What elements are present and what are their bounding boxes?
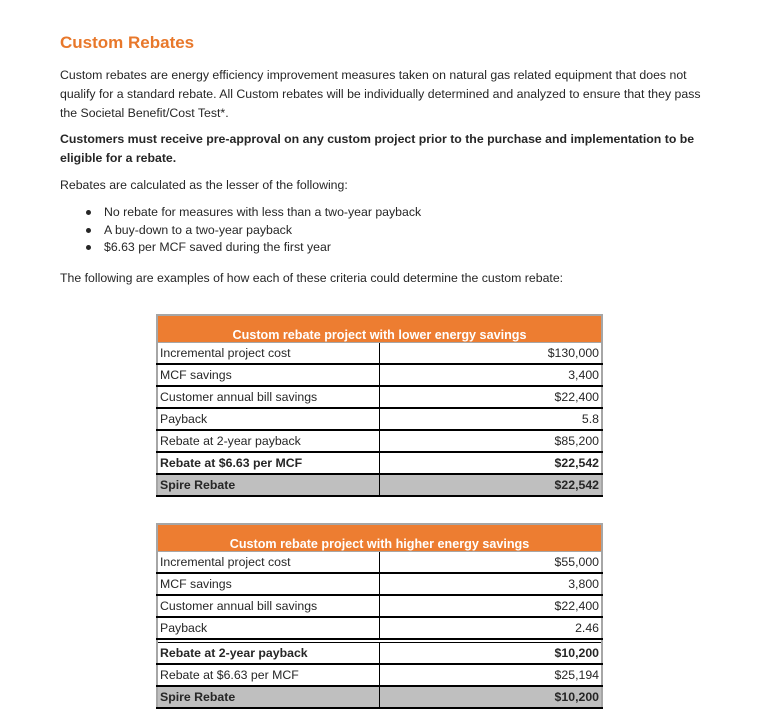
table-row — [157, 573, 602, 595]
row-value: $55,000 — [380, 552, 603, 574]
row-value: 3,400 — [380, 364, 603, 386]
table-row — [157, 408, 602, 430]
row-value: $130,000 — [380, 343, 603, 365]
table-row — [157, 664, 602, 686]
row-label: Rebate at $6.63 per MCF — [157, 664, 380, 686]
criteria-list — [86, 204, 421, 257]
row-label: Customer annual bill savings — [157, 595, 380, 617]
row-value: 5.8 — [380, 408, 603, 430]
list-item: $6.63 per MCF saved during the first year — [86, 239, 421, 257]
table-row — [157, 430, 602, 452]
row-label: Spire Rebate — [157, 686, 380, 708]
row-label: Rebate at 2-year payback — [157, 430, 380, 452]
row-label: MCF savings — [157, 364, 380, 386]
preapproval-paragraph: Customers must receive pre-approval on any custom project prior to the purchase and implementation to be eligible for a rebate. — [60, 132, 695, 165]
lower-savings-table — [156, 314, 603, 497]
table-title: Custom rebate project with higher energy savings — [157, 524, 602, 552]
examples-paragraph: The following are examples of how each of these criteria could determine the custom rebate: — [60, 271, 564, 285]
table-row — [157, 364, 602, 386]
row-label: Payback — [157, 617, 380, 639]
table-row — [157, 617, 602, 639]
row-label: Spire Rebate — [157, 474, 380, 496]
table-row — [157, 595, 602, 617]
row-label: Rebate at $6.63 per MCF — [157, 452, 380, 474]
row-value: $22,400 — [380, 595, 603, 617]
intro-paragraph: Custom rebates are energy efficiency improvement measures taken on natural gas related equipment that does not qualify for a standard rebate. All Custom rebates will be individually determined and analyzed to ensure that they pass the Societal Benefit/Cost Test*. — [60, 68, 701, 120]
list-item: A buy-down to a two-year payback — [86, 222, 421, 240]
row-value: $85,200 — [380, 430, 603, 452]
row-value: $10,200 — [380, 643, 603, 665]
page-title: Custom Rebates — [60, 33, 195, 52]
table-row — [157, 343, 602, 365]
table-row — [157, 552, 602, 574]
row-value: $22,542 — [380, 452, 603, 474]
list-item: No rebate for measures with less than a two-year payback — [86, 204, 421, 222]
table-title: Custom rebate project with lower energy savings — [157, 315, 602, 343]
table-row — [157, 386, 602, 408]
table-row — [157, 452, 602, 474]
table-row-total — [157, 474, 602, 496]
row-value: $10,200 — [380, 686, 603, 708]
row-value: 3,800 — [380, 573, 603, 595]
row-label: Payback — [157, 408, 380, 430]
table-row-total — [157, 686, 602, 708]
higher-savings-table — [156, 523, 603, 709]
row-label: Incremental project cost — [157, 343, 380, 365]
row-label: MCF savings — [157, 573, 380, 595]
row-label: Incremental project cost — [157, 552, 380, 574]
row-value: $25,194 — [380, 664, 603, 686]
row-value: 2.46 — [380, 617, 603, 639]
row-label: Customer annual bill savings — [157, 386, 380, 408]
table-row — [157, 643, 602, 665]
row-value: $22,542 — [380, 474, 603, 496]
row-label: Rebate at 2-year payback — [157, 643, 380, 665]
calculation-paragraph: Rebates are calculated as the lesser of the following: — [60, 178, 348, 192]
row-value: $22,400 — [380, 386, 603, 408]
